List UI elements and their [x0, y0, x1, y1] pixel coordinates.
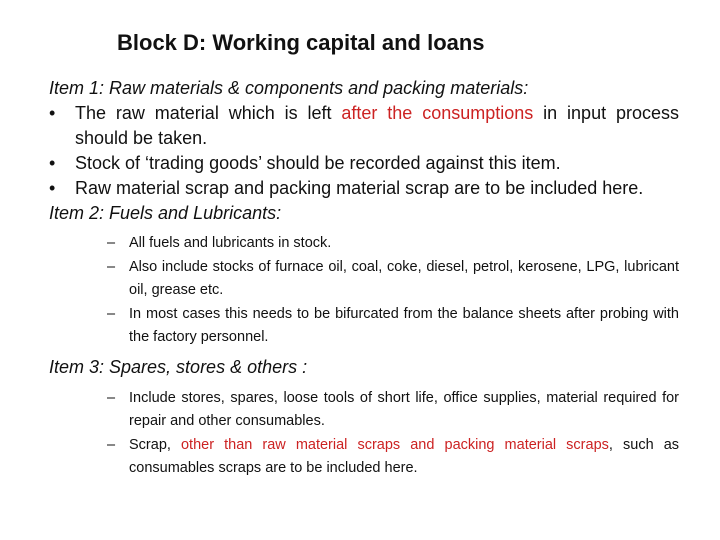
item1-heading: Item 1: Raw materials & components and packing materials:: [49, 78, 529, 98]
dash-marker: –: [107, 306, 116, 322]
item3-sublist: [107, 387, 679, 480]
item3-sub-2: [107, 434, 679, 480]
item3-heading: Item 3: Spares, stores & others :: [49, 357, 308, 377]
item1-bullet-2-text: Stock of ‘trading goods’ should be recorded against this item.: [75, 153, 561, 173]
item2-sub-2-text: Also include stocks of furnace oil, coal, coke, diesel, petrol, kerosene, LPG, lubricant oil, grease etc.: [129, 259, 679, 298]
item2-sub-3-text: In most cases this needs to be bifurcated from the balance sheets after probing with the factory personnel.: [129, 306, 679, 345]
item3-sub-1-text: Include stores, spares, loose tools of short life, office supplies, material required for repair and other consumables.: [129, 390, 679, 429]
slide-title: Block D: Working capital and loans: [117, 30, 485, 55]
item2-heading: Item 2: Fuels and Lubricants:: [49, 203, 282, 223]
item3-sub-2-highlight: other than raw material scraps and packing material scraps: [180, 437, 609, 453]
dash-marker: –: [107, 235, 116, 251]
item1-bullet-1-text-before: The raw material which is left: [75, 103, 342, 123]
slide-content: [49, 76, 679, 486]
item1-bullet-3-text: Raw material scrap and packing material scrap are to be included here.: [75, 178, 644, 198]
item3-sub-2-text-before: Scrap,: [129, 437, 181, 453]
dash-marker: –: [107, 259, 116, 275]
item2-sub-3: [107, 303, 679, 349]
bullet-marker: •: [49, 178, 56, 198]
item2-sub-2: [107, 256, 679, 302]
item1-bullet-3: [49, 176, 679, 201]
item3-sub-2-text-after: , such as consumables scraps are to be included here.: [129, 437, 680, 476]
dash-marker: –: [107, 437, 116, 453]
item2-sub-1: [107, 232, 679, 255]
item1-bullet-1-text-after: in input process should be taken.: [75, 103, 679, 148]
item1-bullet-1-highlight: after the consumptions: [341, 103, 534, 123]
bullet-marker: •: [49, 103, 56, 123]
dash-marker: –: [107, 390, 116, 406]
item2-sub-1-text: All fuels and lubricants in stock.: [129, 235, 332, 251]
item1-bullet-1: [49, 101, 679, 151]
item2-sublist: [107, 232, 679, 349]
bullet-marker: •: [49, 153, 56, 173]
item1-bullet-2: [49, 151, 679, 176]
item3-sub-1: [107, 387, 679, 433]
